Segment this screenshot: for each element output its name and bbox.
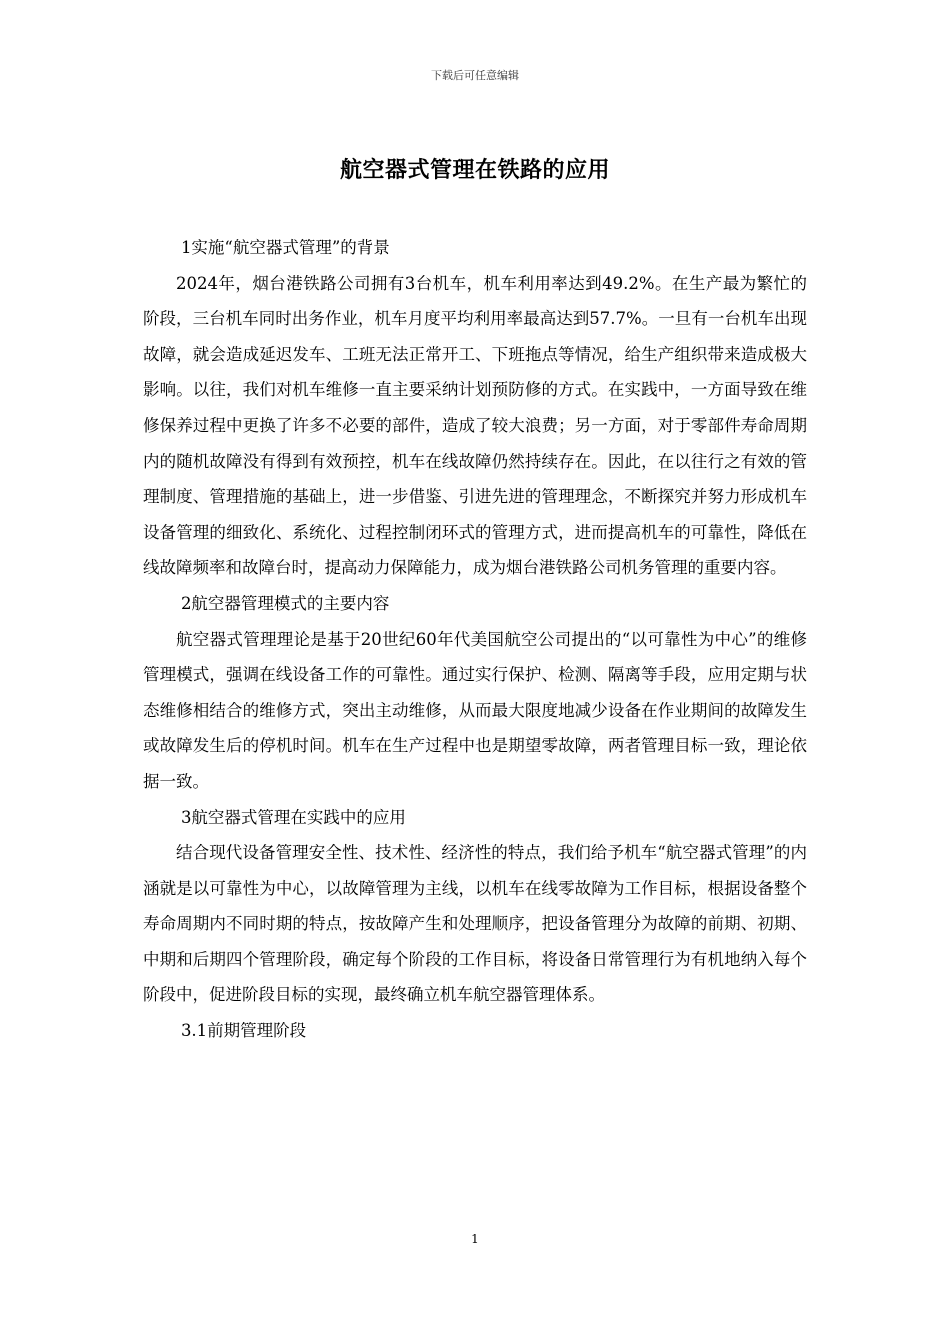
body-paragraph-application: 结合现代设备管理安全性、技术性、经济性的特点，我们给予机车“航空器式管理”的内涵就是以可靠性为中心，以故障管理为主线，以机车在线零故障为工作目标，根据设备整个寿命周期内不同时期的特点，按故障产生和处理顺序，把设备管理分为故障的前期、初期、中期和后期四个管理阶段，确定每个阶段的工作目标，将设备日常管理行为有机地纳入每个阶段中，促进阶段目标的实现，最终确立机车航空器管理体系。: [143, 843, 807, 1005]
body-paragraph-model: 航空器式管理理论是基于20世纪60年代美国航空公司提出的“以可靠性为中心”的维修管理模式，强调在线设备工作的可靠性。通过实行保护、检测、隔离等手段，应用定期与状态维修相结合的维修方式，突出主动维修，从而最大限度地减少设备在作业期间的故障发生或故障发生后的停机时间。机车在生产过程中也是期望零故障，两者管理目标一致，理论依据一致。: [143, 629, 807, 791]
subsection-heading-3-1: 3.1前期管理阶段: [180, 1021, 307, 1041]
document-body: [143, 230, 807, 1049]
page-number: 1: [471, 1232, 479, 1246]
document-title: 航空器式管理在铁路的应用: [339, 157, 610, 183]
section-heading-3: 3航空器式管理在实践中的应用: [180, 807, 406, 827]
section-heading-1: 1实施“航空器式管理”的背景: [180, 238, 390, 257]
page-header-note: 下载后可任意编辑: [431, 69, 519, 82]
section-heading-2: 2航空器管理模式的主要内容: [180, 593, 390, 613]
body-paragraph-background: 2024年，烟台港铁路公司拥有3台机车，机车利用率达到49.2%。在生产最为繁忙的阶段，三台机车同时出务作业，机车月度平均利用率最高达到57.7%。一旦有一台机车出现故障，就会造成延迟发车、工班无法正常开工、下班拖点等情况，给生产组织带来造成极大影响。以往，我们对机车维修一直主要采纳计划预防修的方式。在实践中，一方面导致在维修保养过程中更换了许多不必要的部件，造成了较大浪费；另一方面，对于零部件寿命周期内的随机故障没有得到有效预控，机车在线故障仍然持续存在。因此，在以往行之有效的管理制度、管理措施的基础上，进一步借鉴、引进先进的管理理念，不断探究并努力形成机车设备管理的细致化、系统化、过程控制闭环式的管理方式，进而提高机车的可靠性，降低在线故障频率和故障台时，提高动力保障能力，成为烟台港铁路公司机务管理的重要内容。: [143, 273, 807, 578]
